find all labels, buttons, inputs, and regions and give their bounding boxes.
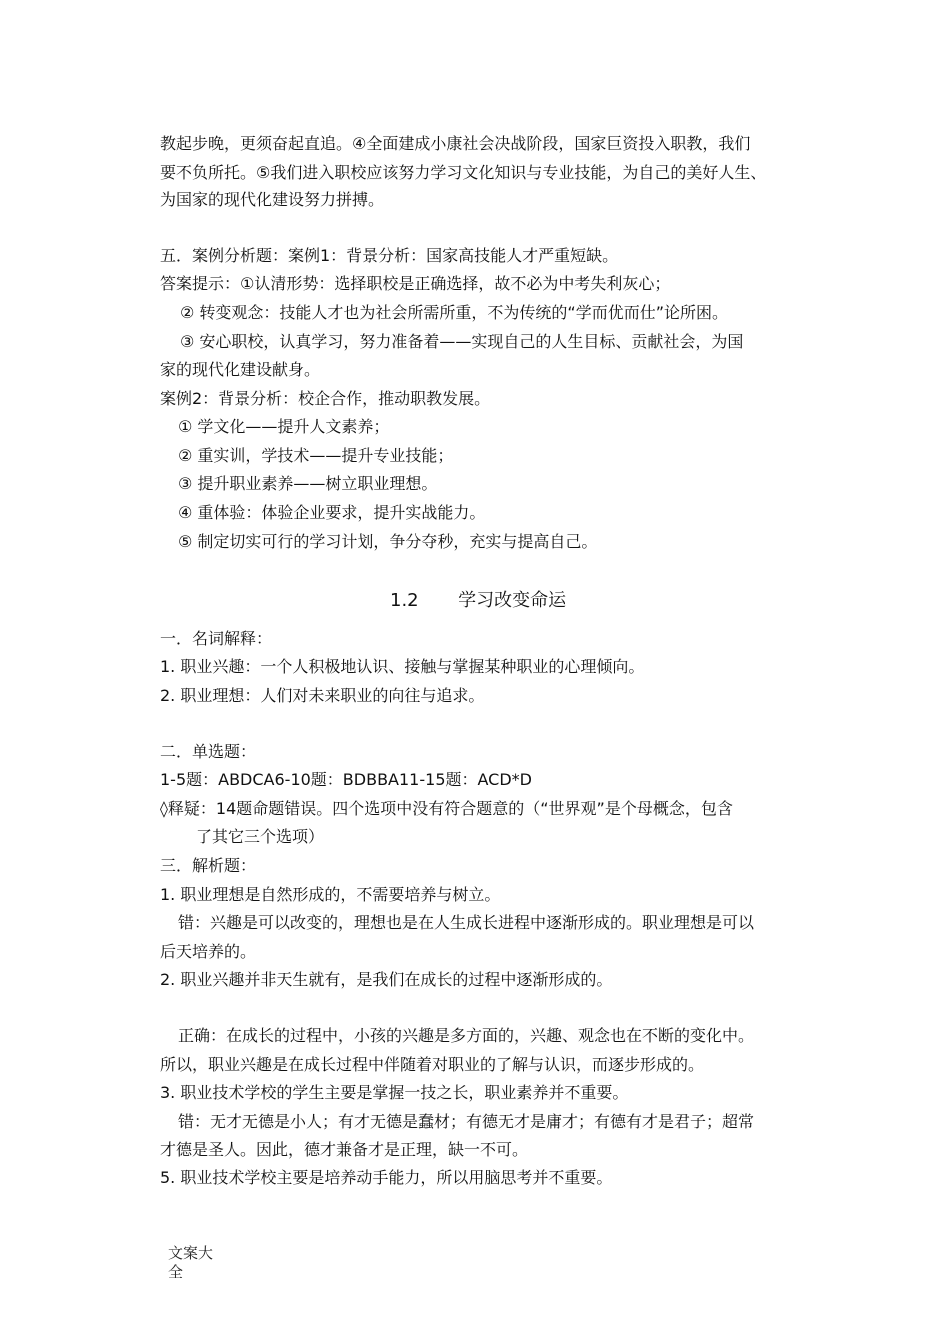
question-5: 5. 职业技术学校主要是培养动手能力，所以用脑思考并不重要。	[160, 1168, 613, 1187]
answer-2: 正确：在成长的过程中，小孩的兴趣是多方面的，兴趣、观念也在不断的变化中。	[178, 1026, 755, 1045]
text-line: 所以，职业兴趣是在成长过程中伴随着对职业的了解与认识，而逐步形成的。	[160, 1055, 705, 1074]
text-line: 教起步晚，更须奋起直追。④全面建成小康社会决战阶段，国家巨资投入职教，我们	[160, 134, 751, 153]
footer-line: 全	[168, 1263, 184, 1281]
part-2-title: 二．单选题：	[160, 742, 257, 761]
case-2-title: 案例2：背景分析：校企合作，推动职教发展。	[160, 389, 491, 408]
question-2: 2. 职业兴趣并非天生就有，是我们在成长的过程中逐渐形成的。	[160, 970, 613, 989]
list-item: ① 学文化——提升人文素养；	[178, 417, 390, 436]
text-line: 要不负所托。⑤我们进入职校应该努力学习文化知识与专业技能，为自己的美好人生、	[160, 163, 767, 182]
text-line: 家的现代化建设献身。	[160, 360, 321, 379]
chapter-number: 1.2	[390, 590, 419, 611]
list-item: 1. 职业兴趣：一个人积极地认识、接触与掌握某种职业的心理倾向。	[160, 657, 645, 676]
list-item: ② 重实训，学技术——提升专业技能；	[178, 446, 454, 465]
part-3-title: 三．解析题：	[160, 856, 257, 875]
footer-line: 文案大	[168, 1244, 214, 1262]
text-line: 才德是圣人。因此，德才兼备才是正理，缺一不可。	[160, 1140, 529, 1159]
note-line: ◊释疑：14题命题错误。四个选项中没有符合题意的（“世界观”是个母概念，包含	[160, 799, 733, 818]
answer-point: ② 转变观念：技能人才也为社会所需所重，不为传统的“学而优而仕”论所困。	[180, 303, 729, 322]
list-item: ④ 重体验：体验企业要求，提升实战能力。	[178, 503, 486, 522]
answer-point: ③ 安心职校，认真学习，努力准备着——实现自己的人生目标、贡献社会，为国	[180, 332, 744, 351]
list-item: ③ 提升职业素养——树立职业理想。	[178, 474, 438, 493]
list-item: 2. 职业理想：人们对未来职业的向往与追求。	[160, 686, 485, 705]
note-line: 了其它三个选项）	[196, 827, 325, 846]
answer-hint: 答案提示：①认清形势：选择职校是正确选择，故不必为中考失利灰心；	[160, 274, 671, 293]
page-footer	[168, 1244, 213, 1282]
text-line: 为国家的现代化建设努力拼搏。	[160, 190, 385, 209]
answer-key: 1-5题：ABDCA6-10题：BDBBA11-15题：ACD*D	[160, 770, 532, 789]
question-3: 3. 职业技术学校的学生主要是掌握一技之长，职业素养并不重要。	[160, 1083, 629, 1102]
answer-1: 错：兴趣是可以改变的，理想也是在人生成长进程中逐渐形成的。职业理想是可以	[178, 913, 755, 932]
section-5-title: 五．案例分析题：案例1：背景分析：国家高技能人才严重短缺。	[160, 246, 619, 265]
answer-3: 错：无才无德是小人；有才无德是蠢材；有德无才是庸才；有德有才是君子；超常	[178, 1112, 755, 1131]
question-1: 1. 职业理想是自然形成的，不需要培养与树立。	[160, 885, 501, 904]
chapter-heading	[390, 590, 566, 612]
list-item: ⑤ 制定切实可行的学习计划，争分夺秒，充实与提高自己。	[178, 532, 598, 551]
part-1-title: 一．名词解释：	[160, 629, 273, 648]
chapter-title: 学习改变命运	[458, 590, 567, 611]
text-line: 后天培养的。	[160, 942, 257, 961]
